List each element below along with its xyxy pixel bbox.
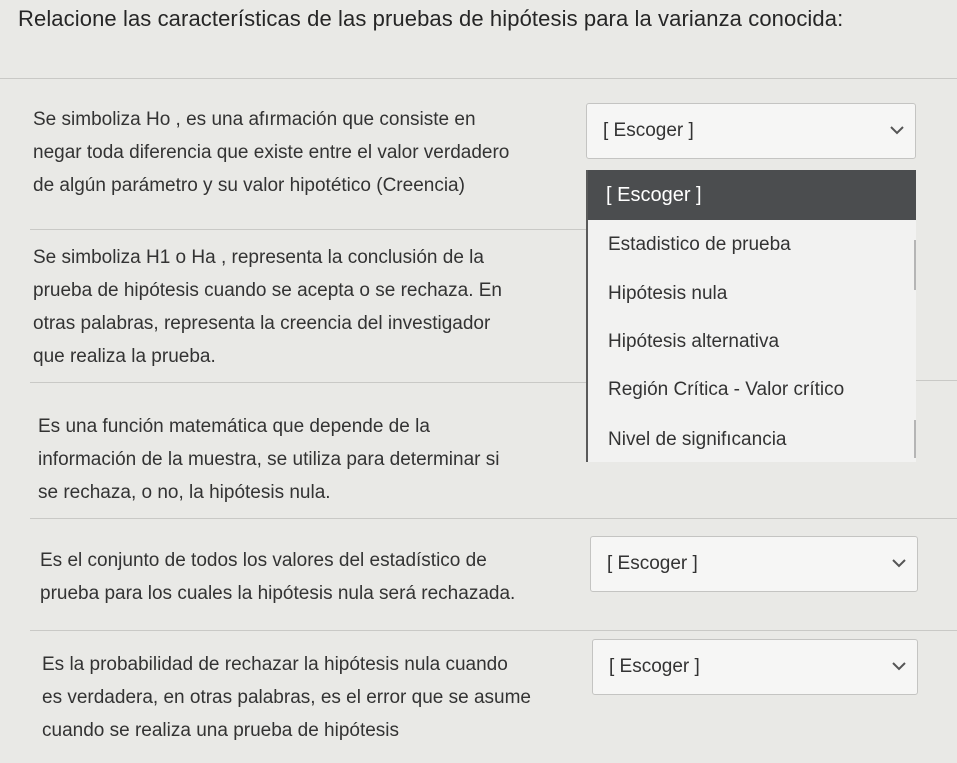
prompt-5 (42, 648, 531, 747)
dropdown-option[interactable]: Estadistico de prueba (608, 234, 791, 255)
prompt-5-line: Es la probabilidad de rechazar la hipótesis nula cuando (42, 654, 508, 675)
select-border-edge (914, 240, 916, 290)
prompt-1 (33, 103, 509, 202)
dropdown-option[interactable]: Hipótesis alternativa (608, 331, 780, 352)
prompt-3-line: se rechaza, o no, la hipótesis nula. (38, 482, 331, 503)
select-border-edge (914, 420, 916, 458)
prompt-2-line: que realiza la prueba. (33, 346, 216, 367)
chevron-down-icon (891, 557, 907, 569)
prompt-3-line: información de la muestra, se utiliza para determinar si (38, 449, 500, 470)
dropdown-option[interactable]: Nivel de signifıcancia (608, 429, 787, 450)
prompt-5-line: es verdadera, en otras palabras, es el error que se asume (42, 687, 531, 708)
prompt-2 (33, 241, 502, 373)
chevron-down-icon (889, 124, 905, 136)
prompt-1-line: Se simboliza Ho , es una afırmación que consiste en (33, 109, 476, 130)
prompt-1-line: de algún parámetro y su valor hipotético (Creencia) (33, 175, 465, 196)
divider (916, 380, 957, 381)
divider (30, 229, 586, 230)
divider (30, 382, 586, 383)
dropdown-option[interactable]: Región Crítica - Valor crítico (608, 379, 845, 400)
dropdown-option-placeholder[interactable]: [ Escoger ] (588, 170, 916, 220)
prompt-2-line: Se simboliza H1 o Ha , representa la conclusión de la (33, 247, 484, 268)
prompt-4 (40, 544, 515, 610)
select-value: [ Escoger ] (609, 656, 700, 677)
answer-select-5[interactable] (592, 639, 918, 695)
answer-dropdown-menu[interactable] (586, 170, 916, 462)
prompt-3 (38, 410, 499, 509)
answer-select-4[interactable] (590, 536, 918, 592)
prompt-2-line: otras palabras, representa la creencia del investigador (33, 313, 491, 334)
prompt-3-line: Es una función matemática que depende de la (38, 416, 430, 437)
divider (0, 78, 957, 79)
dropdown-option[interactable]: Hipótesis nula (608, 283, 728, 304)
prompt-4-line: Es el conjunto de todos los valores del estadístico de (40, 550, 487, 571)
page-title: Relacione las características de las pruebas de hipótesis para la varianza conocida: (18, 6, 844, 31)
prompt-5-line: cuando se realiza una prueba de hipótesis (42, 720, 400, 741)
divider (30, 518, 957, 519)
prompt-2-line: prueba de hipótesis cuando se acepta o se rechaza. En (33, 280, 502, 301)
divider (30, 630, 957, 631)
prompt-4-line: prueba para los cuales la hipótesis nula será rechazada. (40, 583, 516, 604)
select-value: [ Escoger ] (603, 120, 694, 141)
answer-select-1[interactable] (586, 103, 916, 159)
prompt-1-line: negar toda diferencia que existe entre el valor verdadero (33, 142, 510, 163)
select-value: [ Escoger ] (607, 553, 698, 574)
chevron-down-icon (891, 660, 907, 672)
